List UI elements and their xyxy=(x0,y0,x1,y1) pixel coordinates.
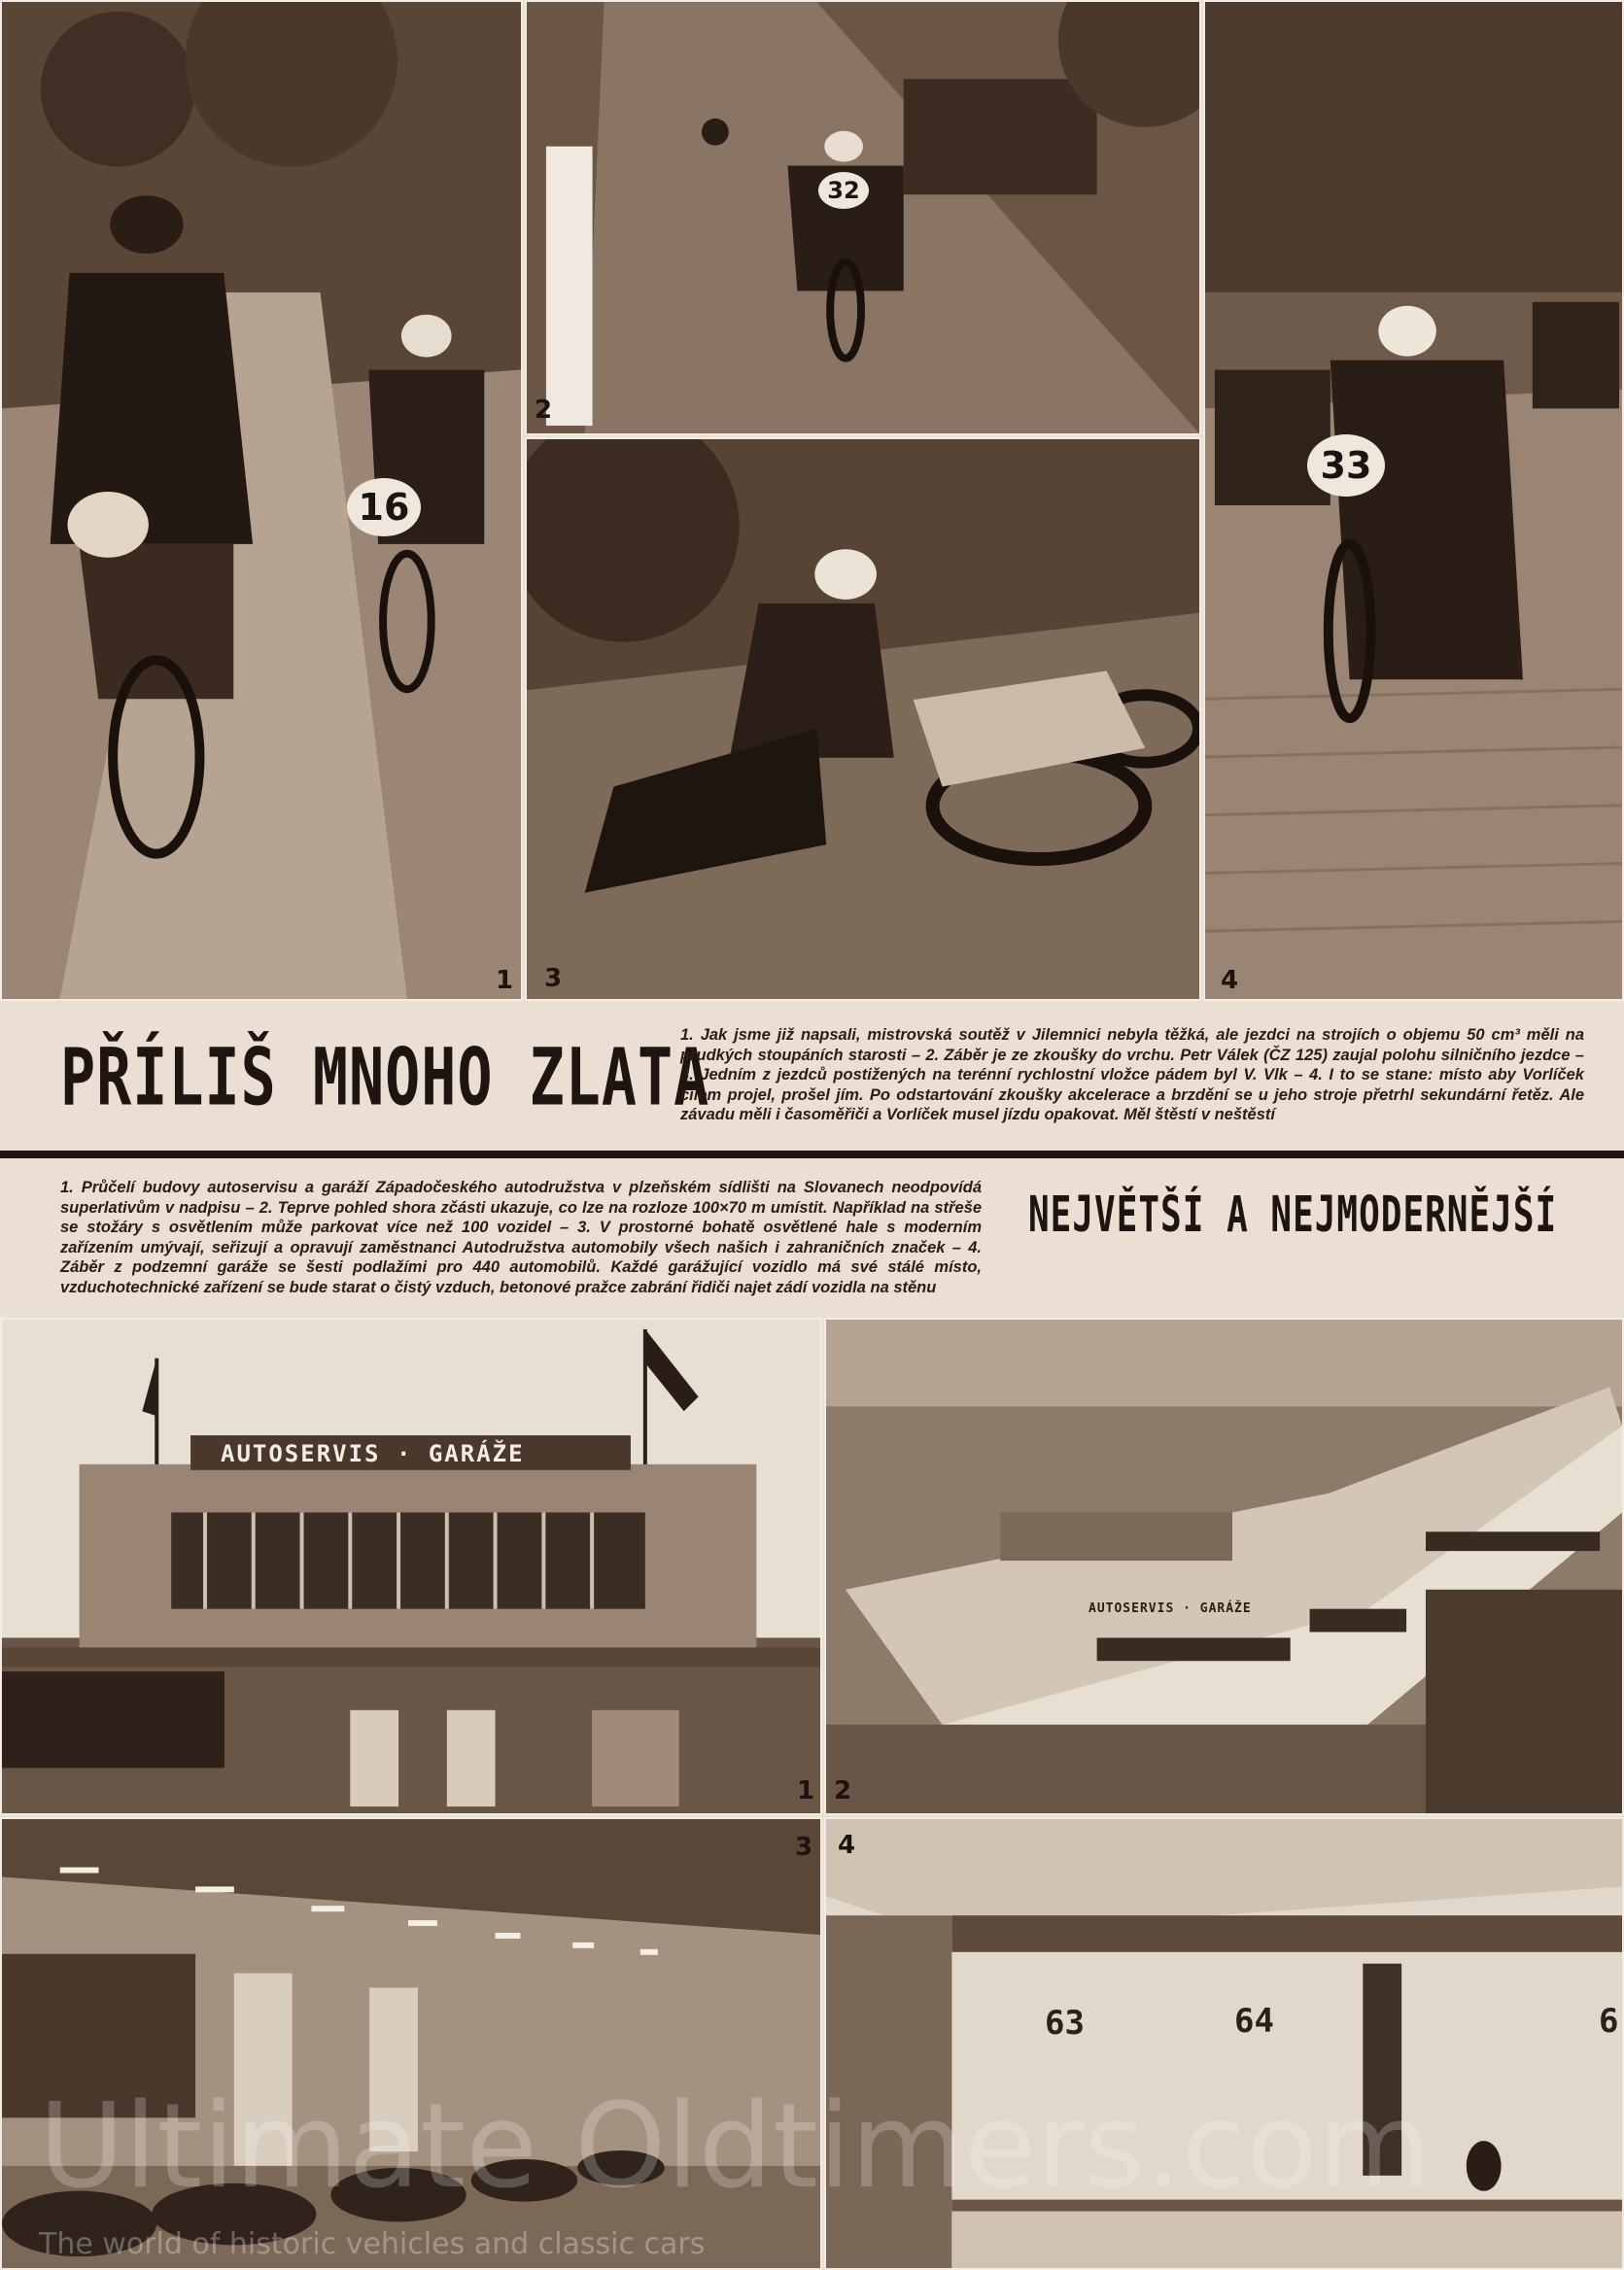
article1-title: PŘÍLIŠ MNOHO ZLATA xyxy=(60,1032,710,1124)
photo-garage-facade xyxy=(0,1318,822,1815)
photo-garage-aerial xyxy=(824,1318,1624,1815)
garage-sign: AUTOSERVIS · GARÁŽE xyxy=(221,1440,525,1467)
parking-spot-number: 6 xyxy=(1599,2002,1619,2041)
garage-sign-aerial: AUTOSERVIS · GARÁŽE xyxy=(1088,1601,1252,1616)
article2-caption: 1. Průčelí budovy autoservisu a garáží Západočeského autodružstva v plzeňském sídlišti na Slovanech neodpovídá superlativům v nadpisu – 2. Teprve pohled shora zčásti ukazuje, co lze na rozloze 100×70 m umístit. Například na střeše se stožáry s osvětlením může parkovat více než 100 vozidel – 3. V prostorné bohatě osvětlené hale s moderním zařízením umývají, seřizují a opravují zaměstnanci Autodružstva automobily všech našich i zahraničních značek – 4. Záběr z podzemní garáže se šesti podlažími pro 440 automobilů. Každé garážující vozidlo má své stálé místo, vzduchotechnické zařízení se bude starat o čistý vzduch, betonové pražce zabrání řidiči najet zádí vozidla na stěnu xyxy=(60,1179,982,1296)
photo-illustration xyxy=(527,439,1199,999)
photo-illustration xyxy=(2,1320,820,1813)
photo-number: 3 xyxy=(544,964,563,993)
photo-illustration xyxy=(826,1320,1622,1813)
photo-illustration xyxy=(1205,2,1622,999)
photo-number: 1 xyxy=(496,966,514,995)
photo-rider-walking-through-finish xyxy=(1203,0,1624,1001)
photo-motorcycle-riders xyxy=(0,0,523,1001)
article2-title: NEJVĚTŠÍ A NEJMODERNĚJŠÍ xyxy=(1028,1187,1558,1244)
race-number-badge: 16 xyxy=(347,478,421,536)
photo-rider-fall xyxy=(525,437,1201,1001)
watermark-tagline: The world of historic vehicles and classic cars xyxy=(39,2227,706,2261)
photo-number: 3 xyxy=(795,1833,813,1862)
photo-hill-climb xyxy=(525,0,1201,435)
photo-illustration xyxy=(527,2,1199,433)
parking-spot-number: 63 xyxy=(1045,2004,1085,2043)
race-number-badge: 32 xyxy=(818,172,869,209)
article1-caption: 1. Jak jsme již napsali, mistrovská soutěž v Jilemnici nebyla těžká, ale jezdci na strojích o objemu 50 cm³ měli na prudkých stoupáních starosti – 2. Záběr je ze zkoušky do vrchu. Petr Válek (ČZ 125) zaujal polohu silničního jezdce – 3. Jedním z jezdců postižených na terénní rychlostní vložce pádem byl V. Vlk – 4. I to se stane: místo aby Vorlíček cílem projel, prošel jím. Po odstartování zkoušky akcelerace a brzdění se u jeho stroje přetrhl sekundární řetěz. Ale závadu měli i časoměřiči a Vorlíček musel jízdu opakovat. Měl štěstí v neštěstí xyxy=(680,1026,1584,1123)
photo-number: 4 xyxy=(1221,966,1239,995)
photo-number: 2 xyxy=(535,396,553,425)
watermark-logo: Ultimate Oldtimers.com xyxy=(39,2080,1432,2215)
race-number-badge: 33 xyxy=(1307,434,1385,497)
parking-spot-number: 64 xyxy=(1234,2002,1274,2041)
photo-number: 4 xyxy=(838,1831,856,1860)
section-divider xyxy=(0,1151,1624,1158)
photo-number: 2 xyxy=(834,1776,852,1806)
photo-illustration xyxy=(2,2,521,999)
photo-number: 1 xyxy=(797,1776,815,1806)
